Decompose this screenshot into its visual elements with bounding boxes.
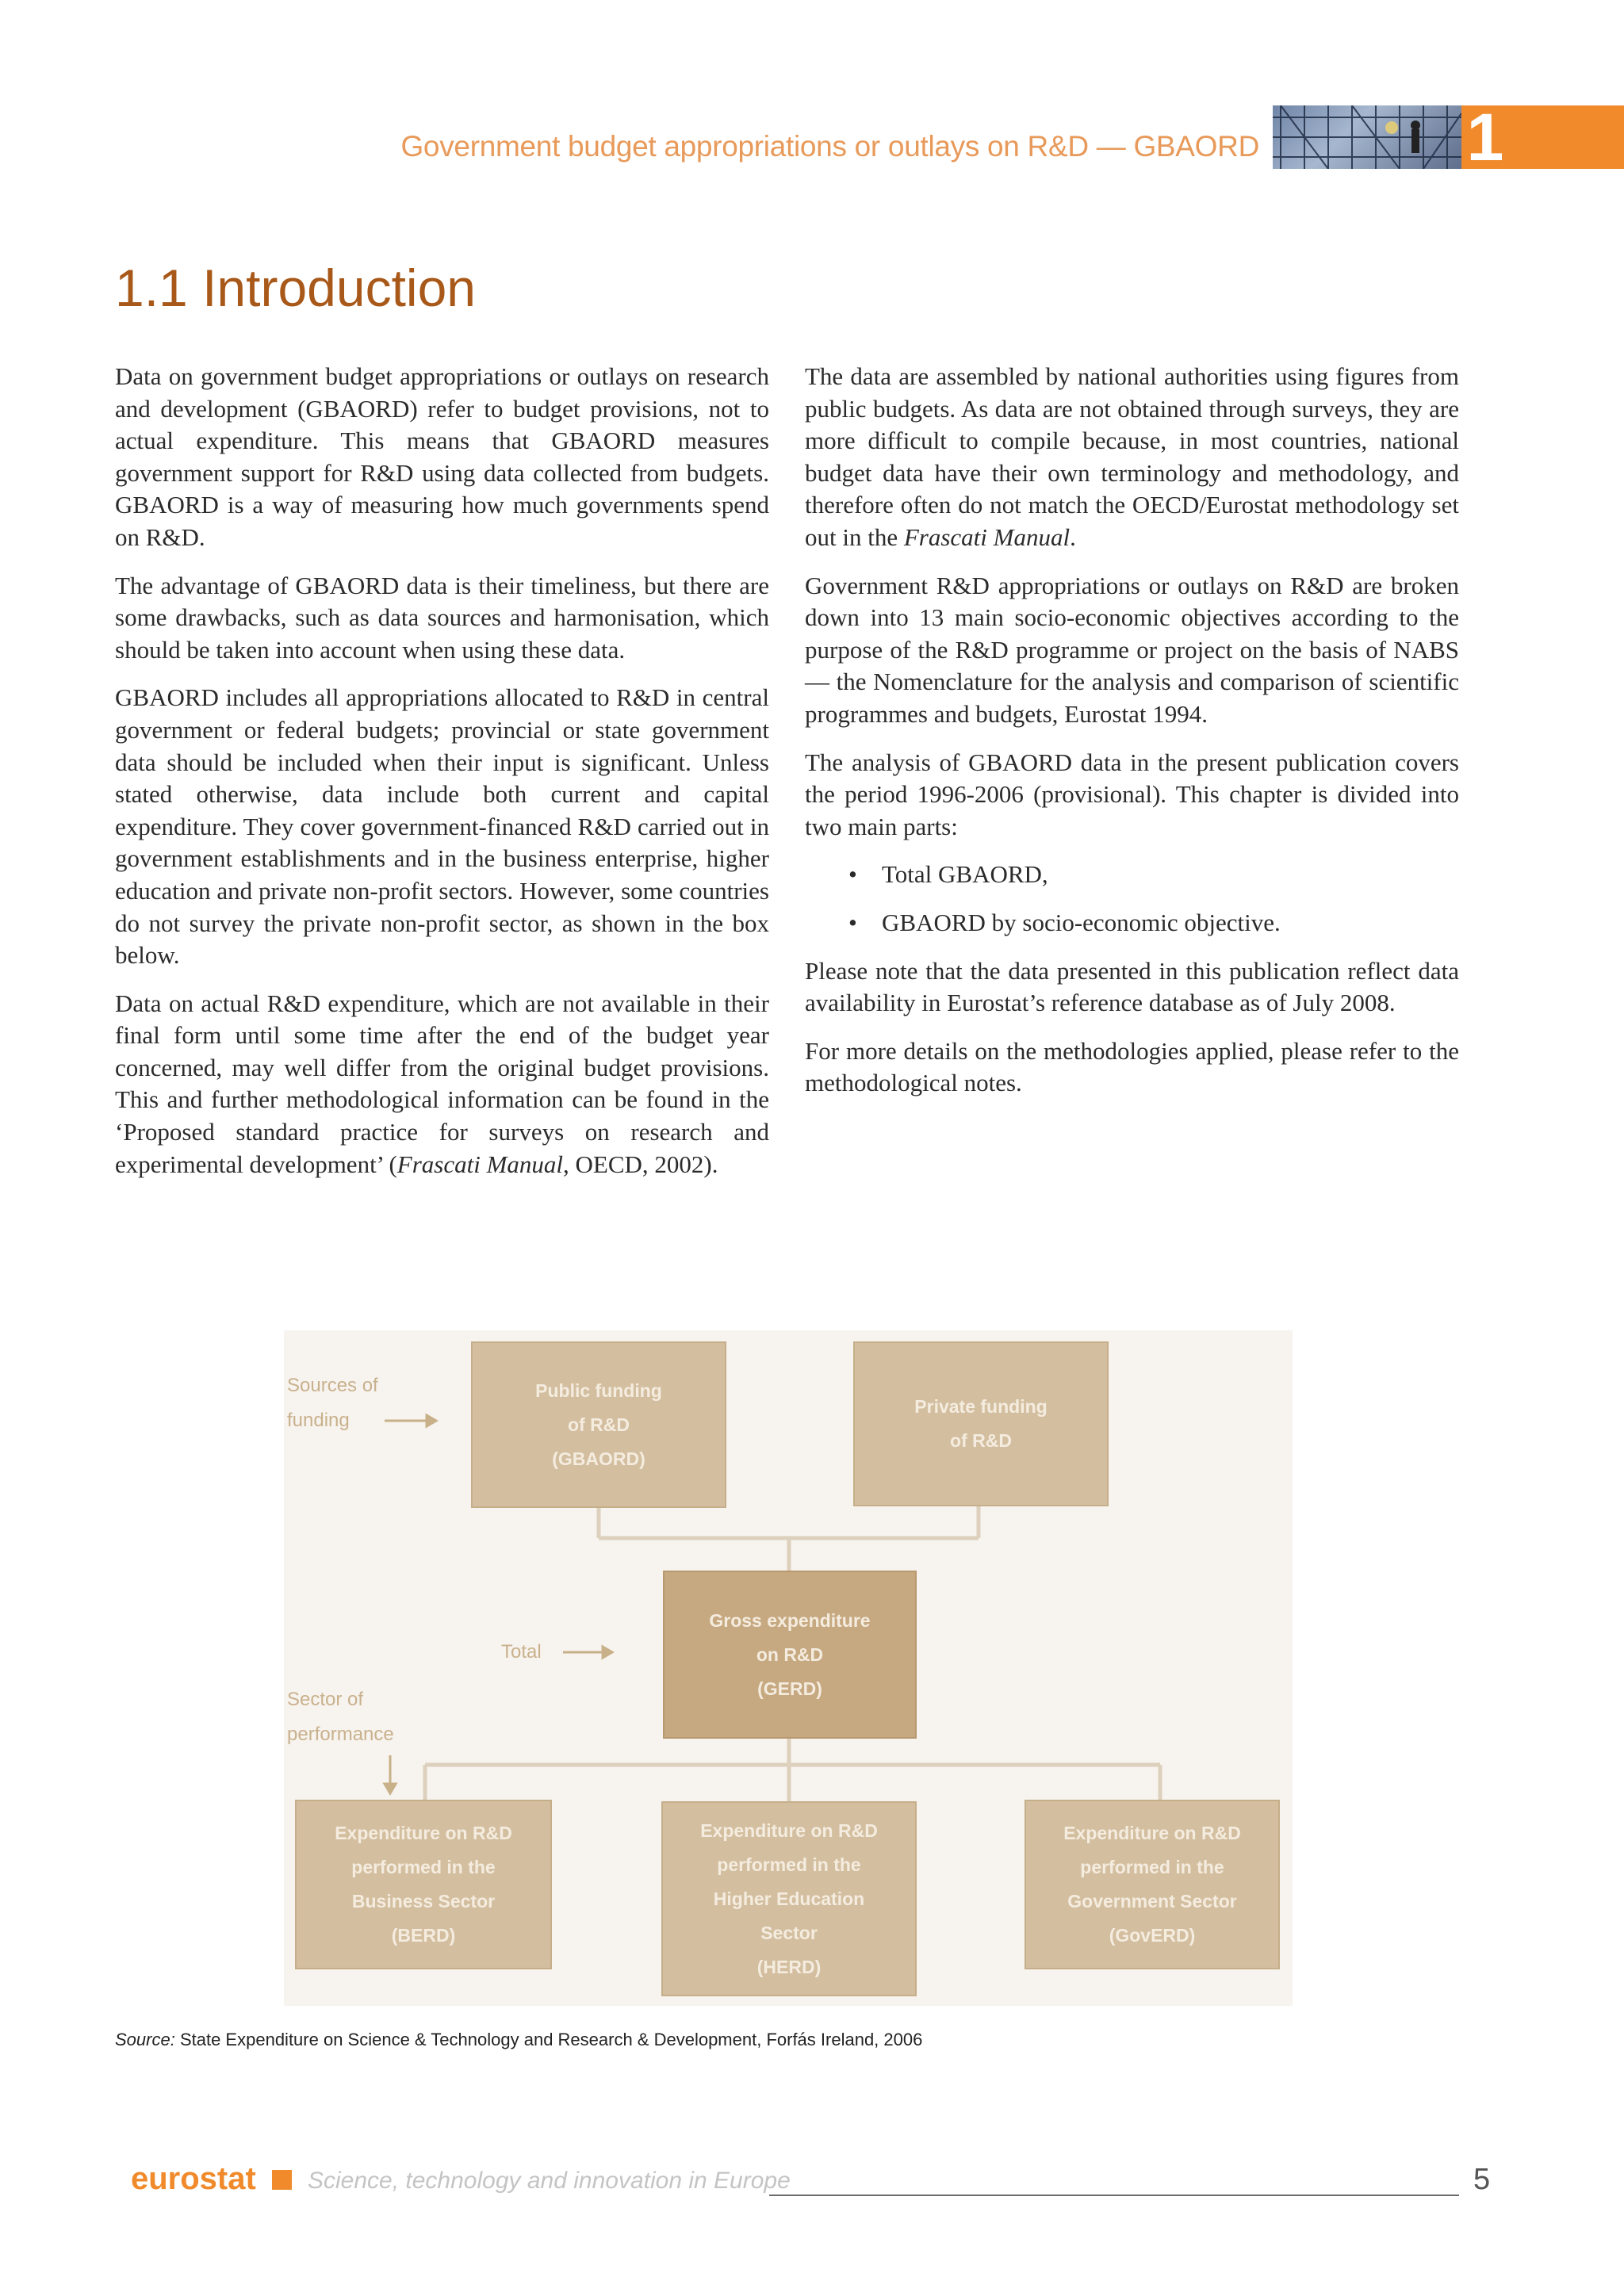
paragraph: The advantage of GBAORD data is their timeliness, but there are some drawbacks, such as data sources and harmonisation, which should be taken into account when using these data. (115, 571, 769, 664)
footer-subtitle: Science, technology and innovation in Europe (308, 2168, 791, 2194)
box-line: Private funding (914, 1396, 1048, 1417)
box-line: performed in the (351, 1857, 496, 1877)
section-title: 1.1 Introduction (115, 258, 476, 317)
goverd-box (1025, 1800, 1280, 1969)
label-line: Sector of (287, 1689, 364, 1710)
left-column (115, 361, 769, 1196)
list-item: • Total GBAORD, (805, 859, 1459, 891)
box-line: on R&D (756, 1644, 824, 1665)
box-line: Gross expenditure (709, 1609, 871, 1631)
source-text: State Expenditure on Science & Technology and Research & Development, Forfás Ireland, 2006 (179, 2030, 923, 2049)
sector-of-performance-label (287, 1682, 394, 1752)
box-line: performed in the (1080, 1857, 1224, 1877)
box-line: (HERD) (756, 1956, 822, 1977)
box-line: Business Sector (351, 1891, 496, 1911)
box-line: Higher Education (713, 1888, 865, 1909)
paragraph: The analysis of GBAORD data in the present publication covers the period 1996-2006 (provisional). This chapter is divided into two main parts: (805, 748, 1459, 840)
right-column (805, 361, 1459, 1115)
list-item: • GBAORD by socio-economic objective. (805, 907, 1459, 939)
sources-of-funding-label (287, 1368, 378, 1438)
text-run: Data on actual R&D expenditure, which are not available in their final form until some time after the end of the budget year concerned, may well differ from the original budget provisions. This and further methodological information can be found in the ‘Proposed standard practice for surveys on research and experimental development’ ( (115, 989, 769, 1178)
paragraph: GBAORD includes all appropriations allocated to R&D in central government or federal budgets; provincial or state government data should be included when their input is significant. Unless stated otherwise, data include both current and capital expenditure. They cover government-financed R&D carried out in government establishments and in the business enterprise, higher education and private non-profit sectors. However, some countries do not survey the private non-profit sector, as shown in the box below. (115, 683, 769, 970)
text-run: . (1070, 522, 1076, 551)
page-number: 5 (1473, 2163, 1491, 2196)
paragraph: Government R&D appropriations or outlays on R&D are broken down into 13 main socio-economic objectives according to the purpose of the R&D programme or project on the basis of NABS — the Nomenclature for the analysis and comparison of scientific programmes and budgets, Eurostat 1994. (805, 571, 1459, 728)
chapter-tab (1461, 100, 1624, 174)
gerd-box (663, 1571, 917, 1739)
text-run: , OECD, 2002). (563, 1150, 718, 1178)
bullet-list (805, 859, 1459, 939)
italic-reference: Frascati Manual (903, 522, 1071, 551)
text-run: The data are assembled by national authorities using figures from public budgets. As data are not obtained through surveys, they are more difficult to compile because, in most countries, national budget data have their own terminology and methodology, and therefore often do not match the OECD/Eurostat methodology set out in the (805, 362, 1459, 551)
paragraph: Data on government budget appropriations or outlays on research and development (GBAORD) refer to budget provisions, not to actual expenditure. This means that GBAORD measures government support for R&D using data collected from budgets. GBAORD is a way of measuring how much governments spend on R&D. (115, 362, 769, 551)
paragraph: For more details on the methodologies applied, please refer to the methodological notes. (805, 1036, 1459, 1097)
box-line: Public funding (535, 1380, 662, 1401)
box-line: (GERD) (757, 1678, 822, 1699)
public-funding-box (471, 1341, 726, 1508)
figure-source (115, 2030, 922, 2050)
paragraph (115, 988, 769, 1181)
box-line: Expenditure on R&D (1063, 1823, 1241, 1843)
logo-square-icon (272, 2170, 292, 2190)
italic-reference: Frascati Manual (396, 1150, 564, 1178)
label-line: funding (287, 1410, 350, 1431)
box-line: of R&D (568, 1414, 630, 1435)
box-line: (GovERD) (1109, 1925, 1196, 1946)
running-header-title: Government budget appropriations or outlays on R&D — GBAORD (400, 130, 1259, 163)
box-line: Expenditure on R&D (700, 1820, 878, 1841)
scaffolding-photo-icon (1273, 105, 1461, 169)
box-line: performed in the (717, 1854, 861, 1875)
box-line: (BERD) (391, 1925, 456, 1946)
paragraph: Please note that the data presented in this publication reflect data availability in Eurostat’s reference database as of July 2008. (805, 956, 1459, 1017)
berd-box (295, 1800, 552, 1969)
footer-rule (769, 2195, 1459, 2196)
eurostat-logo: eurostat (131, 2161, 256, 2196)
label-line: performance (287, 1724, 394, 1745)
box-line: Sector (760, 1922, 818, 1943)
box-line: Government Sector (1067, 1891, 1237, 1911)
chapter-number: 1 (1466, 100, 1504, 174)
box-line: of R&D (950, 1430, 1012, 1451)
header-photo (1273, 105, 1461, 169)
paragraph (805, 361, 1459, 554)
herd-box (661, 1801, 917, 1996)
box-line: Expenditure on R&D (335, 1823, 512, 1843)
total-label: Total (501, 1641, 542, 1663)
source-label: Source: (115, 2030, 175, 2049)
label-line: Sources of (287, 1375, 378, 1396)
box-line: (GBAORD) (552, 1448, 645, 1469)
private-funding-box (853, 1341, 1109, 1506)
rd-funding-diagram (284, 1330, 1293, 2006)
